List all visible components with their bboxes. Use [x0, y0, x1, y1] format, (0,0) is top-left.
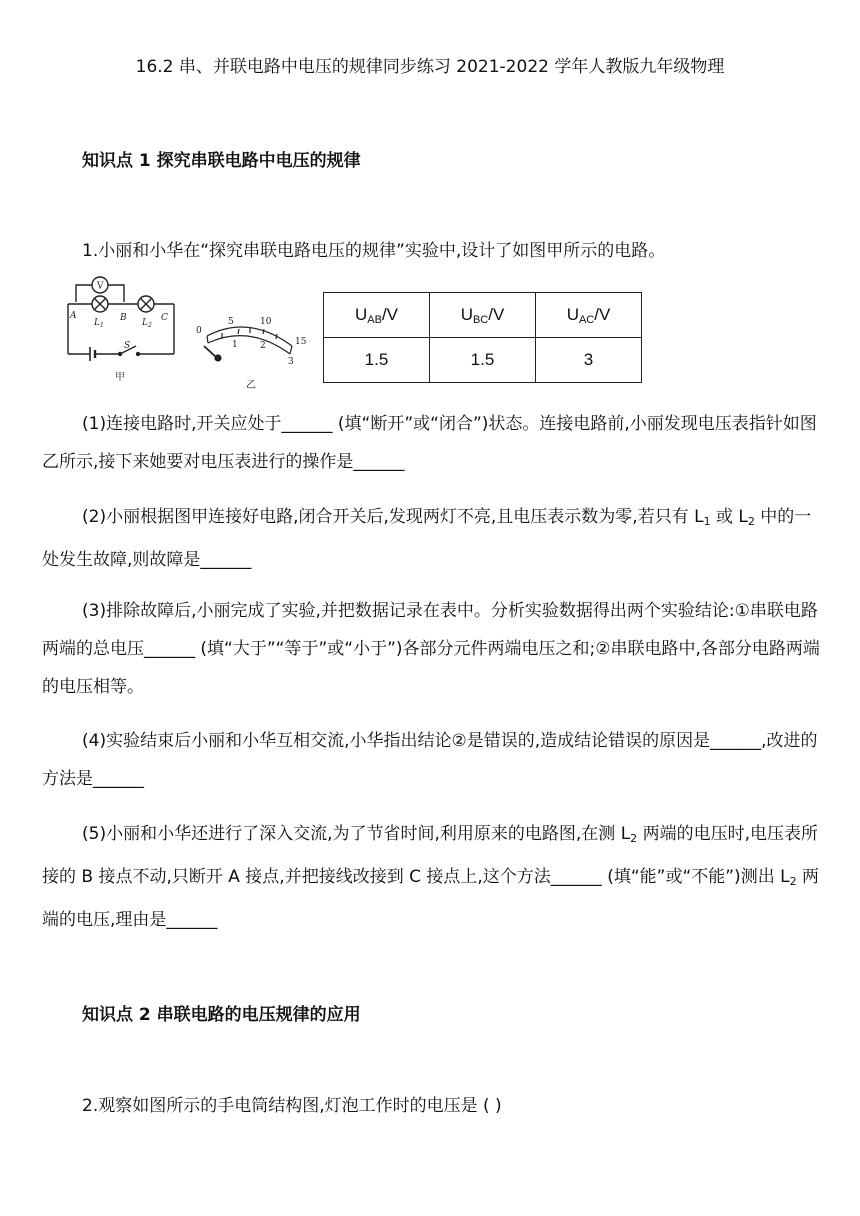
meter-bottom-3: 3 — [288, 357, 294, 367]
point-b-label: B — [120, 313, 127, 323]
table-cell: 1.5 — [324, 338, 430, 383]
point-c-label: C — [161, 313, 168, 323]
table-cell: 3 — [536, 338, 642, 383]
question-2-stem: 2.观察如图所示的手电筒结构图,灯泡工作时的电压是 ( ) — [82, 1096, 502, 1116]
meter-top-5: 5 — [228, 317, 234, 327]
lamp-l2-subscript: 2 — [148, 322, 152, 329]
circuit-and-meter-figure — [62, 272, 322, 392]
table-header-row — [324, 293, 642, 338]
lamp-l1-subscript: 1 — [100, 322, 104, 329]
table-header-cell: $U_{AC}/V$ — [536, 293, 642, 338]
question-1-part-3: (3)排除故障后,小丽完成了实验,并把数据记录在表中。分析实验数据得出两个实验结论:①串联电路两端的总电压______ (填“大于”“等于”或“小于”)各部分元件两端电压之和;②串联电路中,各部分电路两端的电压相等。 — [42, 601, 820, 697]
question-1-stem: 1.小丽和小华在“探究串联电路电压的规律”实验中,设计了如图甲所示的电路。 — [82, 241, 666, 261]
table-cell: 1.5 — [430, 338, 536, 383]
table-row — [324, 338, 642, 383]
meter-top-10: 10 — [260, 317, 272, 327]
figure-a-caption: 甲 — [115, 372, 125, 383]
question-1-part-4: (4)实验结束后小丽和小华互相交流,小华指出结论②是错误的,造成结论错误的原因是______,改进的方法是______ — [42, 731, 818, 789]
lamp-l1-label: L — [94, 318, 100, 328]
section-heading-2: 知识点 2 串联电路的电压规律的应用 — [82, 1005, 361, 1025]
lamp-l2-label: L — [142, 318, 148, 328]
table-header-cell: $U_{BC}/V$ — [430, 293, 536, 338]
meter-bottom-2: 2 — [260, 341, 266, 351]
voltage-data-table — [323, 292, 642, 383]
meter-top-15: 15 — [295, 337, 307, 347]
meter-bottom-1: 1 — [232, 340, 238, 350]
switch-label: S — [124, 341, 131, 351]
question-1-part-5: (5)小丽和小华还进行了深入交流,为了节省时间,利用原来的电路图,在测 $L_2$ 两端的电压时,电压表所接的 B 接点不动,只断开 A 接点,并把接线改接到 C 接点上,这个方法______ (填“能”或“不能”)测出 $L_2$ 两端的电压,理由是______ — [42, 824, 819, 930]
voltmeter-dial — [204, 327, 292, 361]
question-1-part-2: (2)小丽根据图甲连接好电路,闭合开关后,发现两灯不亮,且电压表示数为零,若只有 $L_1$ 或 $L_2$ 中的一处发生故障,则故障是______ — [42, 507, 812, 570]
document-title: 16.2 串、并联电路中电压的规律同步练习 2021-2022 学年人教版九年级物理 — [135, 57, 725, 77]
figure-b-caption: 乙 — [246, 380, 256, 391]
point-a-label: A — [70, 311, 77, 321]
meter-top-0: 0 — [196, 326, 202, 336]
question-1-part-1: (1)连接电路时,开关应处于______ (填“断开”或“闭合”)状态。连接电路前,小丽发现电压表指针如图乙所示,接下来她要对电压表进行的操作是______ — [42, 414, 817, 472]
table-header-cell: $U_{AB}/V$ — [324, 293, 430, 338]
voltmeter-label: V — [97, 281, 104, 292]
section-heading-1: 知识点 1 探究串联电路中电压的规律 — [82, 151, 361, 171]
